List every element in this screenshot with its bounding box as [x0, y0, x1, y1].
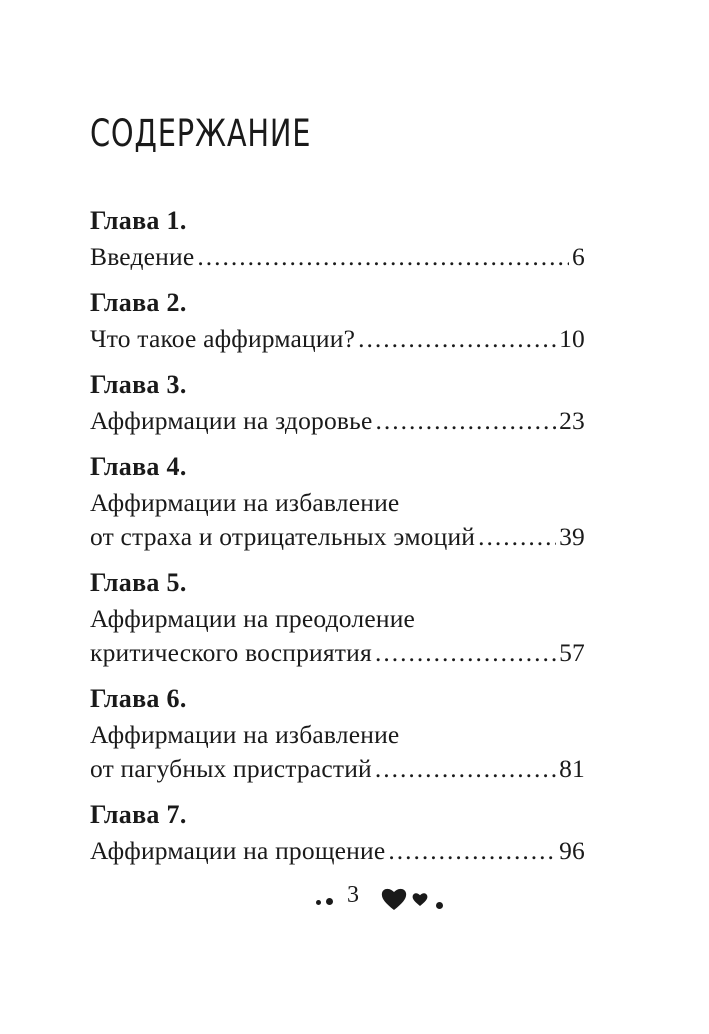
toc-entry[interactable]	[90, 240, 585, 274]
chapter-page-number: 39	[559, 522, 585, 551]
chapter-title: от пагубных пристрастий	[90, 754, 372, 783]
chapter-title: Аффирмации на прощение	[90, 836, 386, 865]
chapter-title: критического восприятия	[90, 638, 372, 667]
chapter-page-number: 6	[572, 242, 585, 271]
decor-dot	[326, 898, 333, 905]
toc-entry[interactable]	[90, 404, 585, 438]
toc-entry[interactable]	[90, 752, 585, 786]
toc-entry[interactable]	[90, 834, 585, 868]
dot-leader	[375, 752, 556, 786]
dot-leader	[197, 240, 569, 274]
chapter-heading: Глава 6.	[90, 684, 187, 713]
dot-leader	[358, 322, 556, 356]
toc-entry[interactable]	[90, 322, 585, 356]
chapter-page-number: 57	[559, 638, 585, 667]
chapter-title: Введение	[90, 242, 195, 271]
toc-chapter	[90, 366, 585, 438]
dot-leader	[376, 404, 557, 438]
chapter-page-number: 81	[559, 754, 585, 783]
chapter-title: от страха и отрицательных эмоций	[90, 522, 476, 551]
chapter-heading: Глава 3.	[90, 370, 187, 399]
chapter-title-line: Аффирмации на избавление	[90, 488, 400, 517]
decor-dot	[436, 902, 443, 909]
chapter-page-number: 96	[559, 836, 585, 865]
toc-chapter	[90, 680, 585, 786]
chapter-heading: Глава 7.	[90, 800, 187, 829]
decor-dot-small	[316, 900, 321, 905]
heart-icon-small	[412, 892, 428, 907]
dot-leader	[388, 834, 556, 868]
chapter-page-number: 10	[559, 324, 585, 353]
chapter-title: Аффирмации на здоровье	[90, 406, 373, 435]
dot-leader	[375, 636, 556, 670]
heart-icon-large	[381, 887, 407, 911]
toc-entry[interactable]	[90, 520, 585, 554]
chapter-heading: Глава 4.	[90, 452, 187, 481]
page-title: СОДЕРЖАНИЕ	[90, 112, 312, 155]
chapter-page-number: 23	[559, 406, 585, 435]
page-number: 3	[347, 882, 359, 908]
chapter-heading: Глава 2.	[90, 288, 187, 317]
page-footer	[0, 878, 709, 918]
chapter-title-line: Аффирмации на преодоление	[90, 604, 416, 633]
toc-entry[interactable]	[90, 636, 585, 670]
toc-chapter	[90, 796, 585, 868]
chapter-title: Что такое аффирмации?	[90, 324, 356, 353]
toc-chapter	[90, 448, 585, 554]
toc-chapter	[90, 564, 585, 670]
toc-chapter	[90, 284, 585, 356]
chapter-heading: Глава 5.	[90, 568, 187, 597]
chapter-heading: Глава 1.	[90, 206, 187, 235]
toc-chapter	[90, 202, 585, 274]
chapter-title-line: Аффирмации на избавление	[90, 720, 400, 749]
table-of-contents	[90, 202, 585, 878]
dot-leader	[478, 520, 556, 554]
